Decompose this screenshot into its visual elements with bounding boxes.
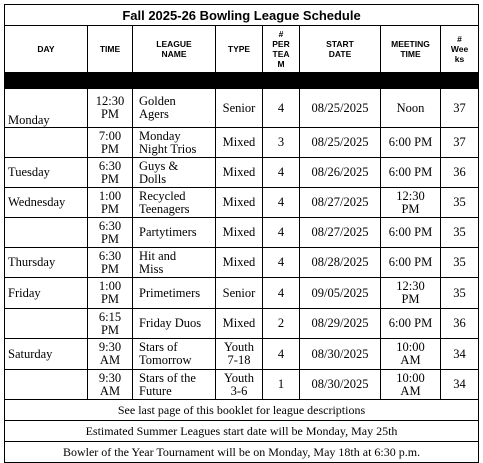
weeks-cell — [441, 339, 479, 370]
meeting-time-cell-line2: AM — [400, 353, 421, 367]
per-team-cell — [263, 89, 300, 128]
header-meeting-line1: MEETING — [391, 39, 430, 49]
type-cell — [216, 278, 263, 309]
start-date-cell-line1: 08/28/2025 — [311, 255, 369, 269]
meeting-time-cell — [381, 339, 441, 370]
league-name-cell — [133, 370, 216, 400]
black-divider-row — [5, 73, 479, 89]
weeks-cell-line1: 36 — [453, 316, 466, 330]
table-row — [5, 248, 479, 278]
weeks-cell — [441, 128, 479, 158]
league-name-cell-line2: Future — [139, 383, 172, 398]
weeks-cell-line1: 35 — [453, 195, 466, 209]
time-cell-line2: PM — [100, 107, 120, 121]
per-team-cell-line1: 4 — [277, 346, 285, 361]
time-cell-line1: 6:30 — [98, 158, 122, 173]
weeks-cell-line1: 35 — [453, 255, 466, 269]
per-team-cell — [263, 309, 300, 339]
start-date-cell-line1: 08/25/2025 — [311, 135, 369, 149]
day-cell — [5, 248, 88, 278]
per-team-cell — [263, 370, 300, 400]
per-team-cell — [263, 128, 300, 158]
header-start-line2: DATE — [328, 49, 352, 59]
start-date-cell — [300, 188, 381, 218]
per-team-cell-line1: 4 — [277, 165, 285, 179]
per-team-cell — [263, 278, 300, 309]
meeting-time-cell-line2: PM — [401, 201, 420, 216]
day-cell — [5, 188, 88, 218]
meeting-time-cell — [381, 158, 441, 188]
per-team-cell-line1: 4 — [277, 225, 285, 239]
footer-note-summer: Estimated Summer Leagues start date will be Monday, May 25th — [5, 421, 479, 442]
footer-row — [5, 400, 479, 421]
type-cell — [216, 128, 263, 158]
header-time: TIME — [88, 26, 133, 73]
start-date-cell-line1: 08/27/2025 — [311, 225, 369, 239]
table-row — [5, 339, 479, 370]
time-cell-line1: 12:30 — [95, 94, 125, 108]
weeks-cell-line1: 36 — [453, 165, 466, 179]
type-cell-line1: Mixed — [222, 316, 256, 330]
day-cell — [5, 128, 88, 158]
weeks-cell — [441, 309, 479, 339]
start-date-cell — [300, 158, 381, 188]
league-name-cell-line1: Stars of the — [139, 370, 196, 385]
start-date-cell-line1: 08/29/2025 — [311, 316, 369, 330]
black-divider — [5, 73, 479, 89]
meeting-time-cell — [381, 188, 441, 218]
league-name-cell-line1: Friday Duos — [139, 316, 202, 330]
time-cell — [88, 278, 133, 309]
time-cell-line1: 6:30 — [98, 218, 122, 233]
time-cell-line2: PM — [100, 171, 120, 186]
time-cell — [88, 218, 133, 248]
time-cell — [88, 128, 133, 158]
start-date-cell-line1: 09/05/2025 — [311, 285, 369, 300]
league-name-cell — [133, 309, 216, 339]
league-name-cell-line1: Monday — [139, 128, 181, 143]
meeting-time-cell-line1: 6:00 PM — [388, 135, 433, 149]
start-date-cell — [300, 248, 381, 278]
start-date-cell — [300, 339, 381, 370]
header-league-name — [133, 26, 216, 73]
footer-note-descriptions: See last page of this booklet for league descriptions — [5, 400, 479, 421]
per-team-cell-line1: 3 — [277, 135, 285, 149]
start-date-cell — [300, 278, 381, 309]
time-cell-line2: PM — [100, 141, 120, 156]
day-cell — [5, 158, 88, 188]
time-cell — [88, 370, 133, 400]
schedule-title: Fall 2025-26 Bowling League Schedule — [5, 5, 479, 26]
day-cell — [5, 370, 88, 400]
start-date-cell-line1: 08/27/2025 — [311, 195, 369, 209]
league-name-cell-line1: Primetimers — [139, 285, 201, 300]
meeting-time-cell-line1: 6:00 PM — [388, 225, 433, 239]
weeks-cell-line1: 37 — [453, 135, 466, 149]
type-cell-line1: Mixed — [222, 225, 256, 239]
type-cell-line1: Youth — [224, 370, 254, 385]
table-row — [5, 309, 479, 339]
weeks-cell — [441, 278, 479, 309]
meeting-time-cell-line1: 10:00 — [396, 370, 425, 385]
header-league-line1: LEAGUE — [156, 39, 192, 49]
league-name-cell — [133, 158, 216, 188]
footer-row — [5, 442, 479, 463]
weeks-cell — [441, 158, 479, 188]
meeting-time-cell-line1: 6:00 PM — [388, 165, 433, 179]
per-team-cell — [263, 188, 300, 218]
league-name-cell-line1: Stars of — [139, 340, 178, 354]
start-date-cell — [300, 128, 381, 158]
start-date-cell-line1: 08/25/2025 — [311, 100, 369, 115]
day-cell — [5, 309, 88, 339]
time-cell — [88, 89, 133, 128]
start-date-cell-line1: 08/26/2025 — [311, 165, 369, 179]
type-cell — [216, 218, 263, 248]
day-cell — [5, 218, 88, 248]
type-cell-line2: 3-6 — [230, 383, 248, 398]
header-meeting-line2: TIME — [400, 49, 421, 59]
time-cell-line1: 6:30 — [98, 248, 122, 263]
day-cell-line1: Friday — [8, 285, 41, 300]
header-weeks-line1: # — [457, 34, 462, 44]
time-cell-line2: PM — [100, 292, 120, 306]
time-cell — [88, 158, 133, 188]
per-team-cell-line1: 4 — [277, 285, 285, 300]
start-date-cell-line1: 08/30/2025 — [311, 377, 369, 391]
start-date-cell — [300, 309, 381, 339]
day-cell-line1: Wednesday — [8, 195, 66, 209]
league-name-cell — [133, 248, 216, 278]
start-date-cell — [300, 89, 381, 128]
table-row — [5, 370, 479, 400]
per-team-cell — [263, 339, 300, 370]
header-per-team-line2: PER — [272, 39, 290, 49]
day-cell-line1: Monday — [8, 113, 50, 127]
type-cell — [216, 188, 263, 218]
league-name-cell-line1: Golden — [139, 94, 176, 108]
league-name-cell-line1: Guys & — [139, 158, 179, 173]
per-team-cell-line1: 4 — [277, 100, 285, 115]
time-cell-line1: 1:00 — [98, 188, 122, 203]
league-name-cell-line1: Hit and — [139, 248, 177, 263]
day-cell — [5, 339, 88, 370]
league-name-cell — [133, 218, 216, 248]
weeks-cell-line1: 35 — [453, 285, 466, 300]
day-cell — [5, 278, 88, 309]
header-league-line2: NAME — [161, 49, 187, 59]
type-cell-line1: Mixed — [222, 135, 256, 149]
weeks-cell — [441, 218, 479, 248]
league-name-cell-line2: Dolls — [139, 171, 167, 186]
header-start-date — [300, 26, 381, 73]
header-weeks-line2: Wee — [450, 44, 469, 54]
per-team-cell-line1: 1 — [277, 377, 285, 391]
table-row — [5, 218, 479, 248]
meeting-time-cell-line1: 6:00 PM — [388, 255, 433, 269]
meeting-time-cell — [381, 218, 441, 248]
header-weeks-line3: ks — [454, 54, 465, 64]
header-meeting-time — [381, 26, 441, 73]
start-date-cell-line1: 08/30/2025 — [311, 346, 369, 361]
header-row — [5, 26, 479, 73]
weeks-cell — [441, 248, 479, 278]
table-row — [5, 89, 479, 128]
type-cell-line1: Mixed — [222, 195, 256, 209]
time-cell-line1: 6:15 — [98, 309, 122, 324]
table-row — [5, 188, 479, 218]
league-name-cell-line1: Recycled — [139, 188, 186, 203]
type-cell — [216, 370, 263, 400]
meeting-time-cell — [381, 248, 441, 278]
time-cell-line2: PM — [100, 201, 120, 216]
league-name-cell — [133, 278, 216, 309]
table-row — [5, 278, 479, 309]
header-start-line1: START — [326, 39, 354, 49]
time-cell — [88, 188, 133, 218]
footer-row — [5, 421, 479, 442]
header-per-team-line1: # — [278, 29, 284, 39]
header-type: TYPE — [216, 26, 263, 73]
weeks-cell-line1: 34 — [453, 346, 466, 361]
league-name-cell — [133, 339, 216, 370]
meeting-time-cell-line2: AM — [400, 383, 421, 398]
meeting-time-cell-line1: 10:00 — [396, 340, 425, 354]
meeting-time-cell — [381, 278, 441, 309]
per-team-cell — [263, 248, 300, 278]
time-cell-line2: PM — [100, 322, 120, 337]
meeting-time-cell — [381, 309, 441, 339]
day-cell-line1: Thursday — [8, 255, 56, 269]
type-cell — [216, 248, 263, 278]
header-per-team — [263, 26, 300, 73]
day-cell — [5, 89, 88, 128]
time-cell-line1: 9:30 — [98, 340, 122, 354]
start-date-cell — [300, 218, 381, 248]
header-weeks — [441, 26, 479, 73]
weeks-cell-line1: 37 — [453, 100, 466, 115]
time-cell — [88, 309, 133, 339]
type-cell — [216, 89, 263, 128]
weeks-cell — [441, 188, 479, 218]
type-cell — [216, 158, 263, 188]
league-name-cell-line2: Teenagers — [139, 201, 190, 216]
header-per-team-line4: M — [277, 59, 285, 69]
type-cell-line1: Mixed — [222, 255, 256, 269]
weeks-cell — [441, 89, 479, 128]
league-name-cell-line2: Tomorrow — [139, 353, 192, 367]
meeting-time-cell-line1: 6:00 PM — [388, 316, 433, 330]
type-cell — [216, 339, 263, 370]
header-per-team-line3: TEA — [272, 49, 290, 59]
league-name-cell — [133, 188, 216, 218]
weeks-cell-line1: 34 — [453, 377, 466, 391]
type-cell-line1: Youth — [224, 340, 254, 354]
time-cell-line2: AM — [99, 383, 121, 398]
weeks-cell-line1: 35 — [453, 225, 466, 239]
time-cell-line2: PM — [100, 261, 120, 276]
weeks-cell — [441, 370, 479, 400]
meeting-time-cell-line1: Noon — [396, 100, 425, 115]
league-name-cell-line1: Partytimers — [139, 225, 197, 239]
league-name-cell — [133, 89, 216, 128]
type-cell-line1: Mixed — [222, 165, 256, 179]
time-cell-line1: 1:00 — [98, 279, 122, 293]
schedule-table — [4, 4, 479, 463]
per-team-cell-line1: 4 — [277, 255, 285, 269]
table-row — [5, 158, 479, 188]
meeting-time-cell-line1: 12:30 — [396, 188, 425, 203]
schedule-rows — [5, 89, 479, 400]
time-cell-line1: 9:30 — [98, 370, 122, 385]
league-name-cell-line2: Agers — [139, 107, 169, 121]
type-cell — [216, 309, 263, 339]
time-cell — [88, 339, 133, 370]
per-team-cell — [263, 218, 300, 248]
header-day: DAY — [5, 26, 88, 73]
footer-note-tournament: Bowler of the Year Tournament will be on Monday, May 18th at 6:30 p.m. — [5, 442, 479, 463]
type-cell-line1: Senior — [222, 285, 256, 300]
league-name-cell — [133, 128, 216, 158]
time-cell-line2: PM — [100, 231, 120, 246]
meeting-time-cell — [381, 370, 441, 400]
type-cell-line2: 7-18 — [227, 353, 251, 367]
meeting-time-cell — [381, 128, 441, 158]
meeting-time-cell — [381, 89, 441, 128]
meeting-time-cell-line2: PM — [401, 292, 420, 306]
per-team-cell-line1: 4 — [277, 195, 285, 209]
table-row — [5, 128, 479, 158]
time-cell-line1: 7:00 — [98, 128, 122, 143]
start-date-cell — [300, 370, 381, 400]
time-cell — [88, 248, 133, 278]
per-team-cell — [263, 158, 300, 188]
league-name-cell-line2: Night Trios — [139, 141, 197, 156]
day-cell-line1: Tuesday — [8, 165, 50, 179]
per-team-cell-line1: 2 — [277, 316, 285, 330]
meeting-time-cell-line1: 12:30 — [396, 279, 425, 293]
day-cell-line1: Saturday — [8, 346, 53, 361]
type-cell-line1: Senior — [222, 100, 256, 115]
time-cell-line2: AM — [99, 353, 121, 367]
schedule-sheet — [4, 4, 478, 463]
league-name-cell-line2: Miss — [139, 261, 164, 276]
